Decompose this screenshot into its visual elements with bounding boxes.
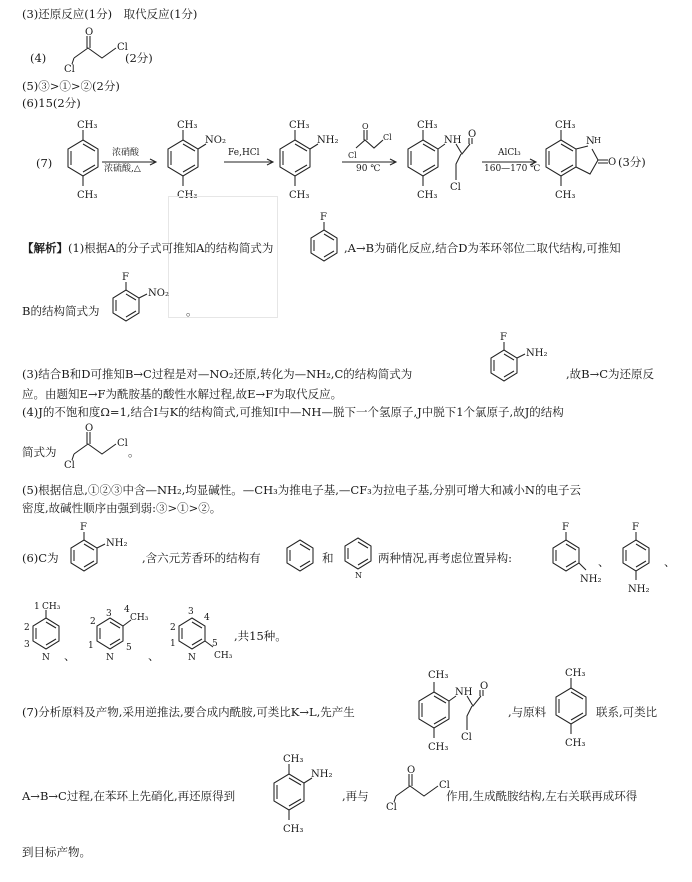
svg-text:5: 5: [212, 639, 218, 649]
analysis-7g: 到目标产物。: [22, 845, 91, 859]
reagent-2: Fe,HCl: [228, 148, 260, 158]
svg-text:CH₃: CH₃: [417, 190, 438, 201]
svg-text:1: 1: [88, 641, 94, 651]
o-fluoronitrobenzene-structure: [108, 270, 188, 330]
svg-text:2: 2: [170, 623, 176, 633]
svg-text:Cl: Cl: [461, 732, 472, 743]
analysis-3c: 应。由题知E→F为酰胺基的酸性水解过程,故E→F为取代反应。: [22, 387, 343, 401]
svg-text:O: O: [362, 122, 369, 131]
reagent-1-top: 浓硝酸: [112, 148, 140, 158]
svg-text:F: F: [80, 522, 87, 533]
svg-text:Cl: Cl: [64, 460, 75, 471]
svg-text:F: F: [320, 212, 327, 223]
analysis-1a: (1)根据A的分子式可推知A的结构简式为: [68, 241, 274, 255]
svg-text:5: 5: [126, 643, 132, 653]
analysis-7d: A→B→C过程,在苯环上先硝化,再还原得到: [22, 789, 236, 803]
amino-xylene-structure-2: [264, 752, 344, 842]
pyridine-structure: [340, 534, 380, 582]
svg-text:NH₂: NH₂: [311, 769, 333, 780]
svg-text:O: O: [608, 157, 617, 168]
svg-text:NO₂: NO₂: [205, 135, 226, 146]
analysis-4c: 。: [128, 445, 140, 459]
answer-7-score: (3分): [618, 155, 646, 169]
svg-text:H: H: [594, 136, 601, 145]
svg-text:NH₂: NH₂: [580, 574, 602, 585]
answer-4-label: (4): [30, 51, 47, 65]
svg-text:CH₃: CH₃: [428, 670, 449, 681]
amino-xylene-structure: [270, 118, 340, 208]
svg-text:NH: NH: [455, 687, 473, 698]
lactam-product-structure: [536, 118, 626, 208]
analysis-7f: 作用,生成酰胺结构,左右关联再成环得: [446, 789, 638, 803]
svg-text:CH₃: CH₃: [177, 120, 198, 131]
analysis-6d: 两种情况,再考虑位置异构:: [378, 551, 513, 565]
svg-text:O: O: [85, 423, 94, 434]
benzene-structure: [282, 536, 322, 576]
analysis-6f: 、: [664, 555, 676, 569]
fluorobenzene-structure: [306, 210, 346, 270]
svg-text:CH₃: CH₃: [289, 120, 310, 131]
svg-text:Cl: Cl: [64, 64, 75, 75]
analysis-7e: ,再与: [342, 789, 369, 803]
svg-text:CH₃: CH₃: [428, 742, 449, 753]
svg-text:2: 2: [90, 617, 96, 627]
svg-text:1: 1: [170, 639, 176, 649]
svg-text:O: O: [468, 129, 477, 140]
svg-text:CH₃: CH₃: [565, 738, 586, 749]
nitro-xylene-structure: [158, 118, 228, 208]
analysis-4b: 简式为: [22, 445, 57, 459]
analysis-tag: 【解析】: [22, 241, 68, 255]
analysis-1b: ,A→B为硝化反应,结合D为苯环邻位二取代结构,可推知: [344, 241, 621, 255]
pyridine-positions-c: [164, 600, 240, 666]
svg-text:CH₃: CH₃: [283, 754, 304, 765]
svg-text:N: N: [106, 653, 114, 663]
answer-6: (6)15(2分): [22, 96, 81, 110]
answer-5: (5)③>①>②(2分): [22, 79, 120, 93]
svg-text:CH₃: CH₃: [130, 613, 149, 623]
analysis-7b: ,与原料: [508, 705, 547, 719]
analysis-6g: 、: [64, 649, 76, 663]
svg-text:F: F: [632, 522, 639, 533]
svg-text:CH₃: CH₃: [555, 120, 576, 131]
svg-text:1: 1: [34, 602, 40, 612]
reagent-3: 90 ℃: [356, 164, 381, 174]
analysis-7a: (7)分析原料及产物,采用逆推法,要合成内酰胺,可类比K→L,先产生: [22, 705, 355, 719]
svg-text:O: O: [85, 27, 94, 38]
chloroacetamide-structure-2: [404, 666, 504, 762]
svg-text:2: 2: [24, 623, 30, 633]
svg-text:NH₂: NH₂: [526, 348, 548, 359]
analysis-4a: (4)J的不饱和度Ω=1,结合I与K的结构简式,可推知I中—NH—脱下一个氢原子,J中脱下1个氯原子,故J的结构: [22, 405, 564, 419]
svg-text:Cl: Cl: [450, 182, 461, 193]
analysis-6b: ,含六元芳香环的结构有: [142, 551, 261, 565]
svg-text:F: F: [500, 332, 507, 343]
svg-text:CH₃: CH₃: [417, 120, 438, 131]
svg-text:Cl: Cl: [117, 42, 128, 53]
analysis-6a: (6)C为: [22, 551, 59, 565]
analysis-5a: (5)根据信息,①②③中含—NH₂,均显碱性。—CH₃为推电子基,—CF₃为拉电子基,分别可增大和减小N的电子云: [22, 483, 581, 497]
chloroacetamide-structure: [398, 118, 488, 208]
reagent-1-bottom: 浓硫酸,△: [104, 164, 141, 174]
svg-text:NH₂: NH₂: [317, 135, 339, 146]
svg-text:NH₂: NH₂: [106, 538, 128, 549]
p-xylene-structure-2: [546, 666, 596, 756]
svg-text:N: N: [42, 653, 50, 663]
reagent-4-bottom: 160—170 ℃: [484, 164, 541, 174]
answer-3: (3)还原反应(1分) 取代反应(1分): [22, 7, 198, 21]
o-fluoroaniline-structure-2: [66, 520, 146, 580]
svg-text:O: O: [480, 681, 489, 692]
analysis-6e: 、: [598, 555, 610, 569]
svg-text:CH₃: CH₃: [565, 668, 586, 679]
svg-text:F: F: [562, 522, 569, 533]
analysis-7c: 联系,可类比: [596, 705, 658, 719]
svg-text:NH₂: NH₂: [628, 584, 650, 595]
svg-text:N: N: [188, 653, 196, 663]
svg-text:CH₃: CH₃: [177, 190, 198, 201]
svg-text:Cl: Cl: [117, 438, 128, 449]
svg-text:3: 3: [106, 609, 112, 619]
svg-text:3: 3: [188, 607, 194, 617]
analysis-6c: 和: [322, 551, 334, 565]
svg-text:O: O: [407, 765, 416, 776]
analysis-5b: 密度,故碱性顺序由强到弱:③>①>②。: [22, 501, 222, 515]
svg-text:CH₃: CH₃: [77, 190, 98, 201]
answer-4-score: (2分): [125, 51, 153, 65]
svg-text:CH₃: CH₃: [77, 120, 98, 131]
pyridine-positions-b: [80, 600, 156, 666]
svg-text:CH₃: CH₃: [42, 602, 61, 612]
analysis-6i: ,共15种。: [234, 629, 287, 643]
svg-text:Cl: Cl: [348, 151, 357, 160]
answer-7-label: (7): [36, 156, 53, 170]
svg-text:Cl: Cl: [383, 133, 392, 142]
svg-text:4: 4: [204, 613, 210, 623]
svg-text:N: N: [355, 571, 362, 580]
analysis-3b: ,故B→C为还原反: [566, 367, 655, 381]
svg-text:CH₃: CH₃: [555, 190, 576, 201]
analysis-3a: (3)结合B和D可推知B→C过程是对—NO₂还原,转化为—NH₂,C的结构简式为: [22, 367, 413, 381]
svg-text:Cl: Cl: [439, 780, 450, 791]
reagent-4-top: AlCl₃: [498, 148, 521, 158]
svg-text:4: 4: [124, 605, 130, 615]
svg-text:CH₃: CH₃: [283, 824, 304, 835]
svg-text:3: 3: [24, 640, 30, 650]
o-fluoroaniline-structure: [486, 330, 566, 390]
analysis-6h: 、: [148, 649, 160, 663]
p-fluoroaniline-structure: [618, 520, 668, 610]
svg-text:Cl: Cl: [386, 802, 397, 813]
m-fluoroaniline-structure: [548, 520, 602, 596]
analysis-1c: B的结构简式为: [22, 304, 100, 318]
svg-text:CH₃: CH₃: [214, 651, 233, 661]
svg-text:N: N: [586, 136, 595, 147]
svg-text:F: F: [122, 272, 129, 283]
analysis-1d: 。: [186, 304, 198, 318]
svg-text:NH: NH: [444, 135, 462, 146]
svg-text:CH₃: CH₃: [289, 190, 310, 201]
svg-text:NO₂: NO₂: [148, 288, 169, 299]
